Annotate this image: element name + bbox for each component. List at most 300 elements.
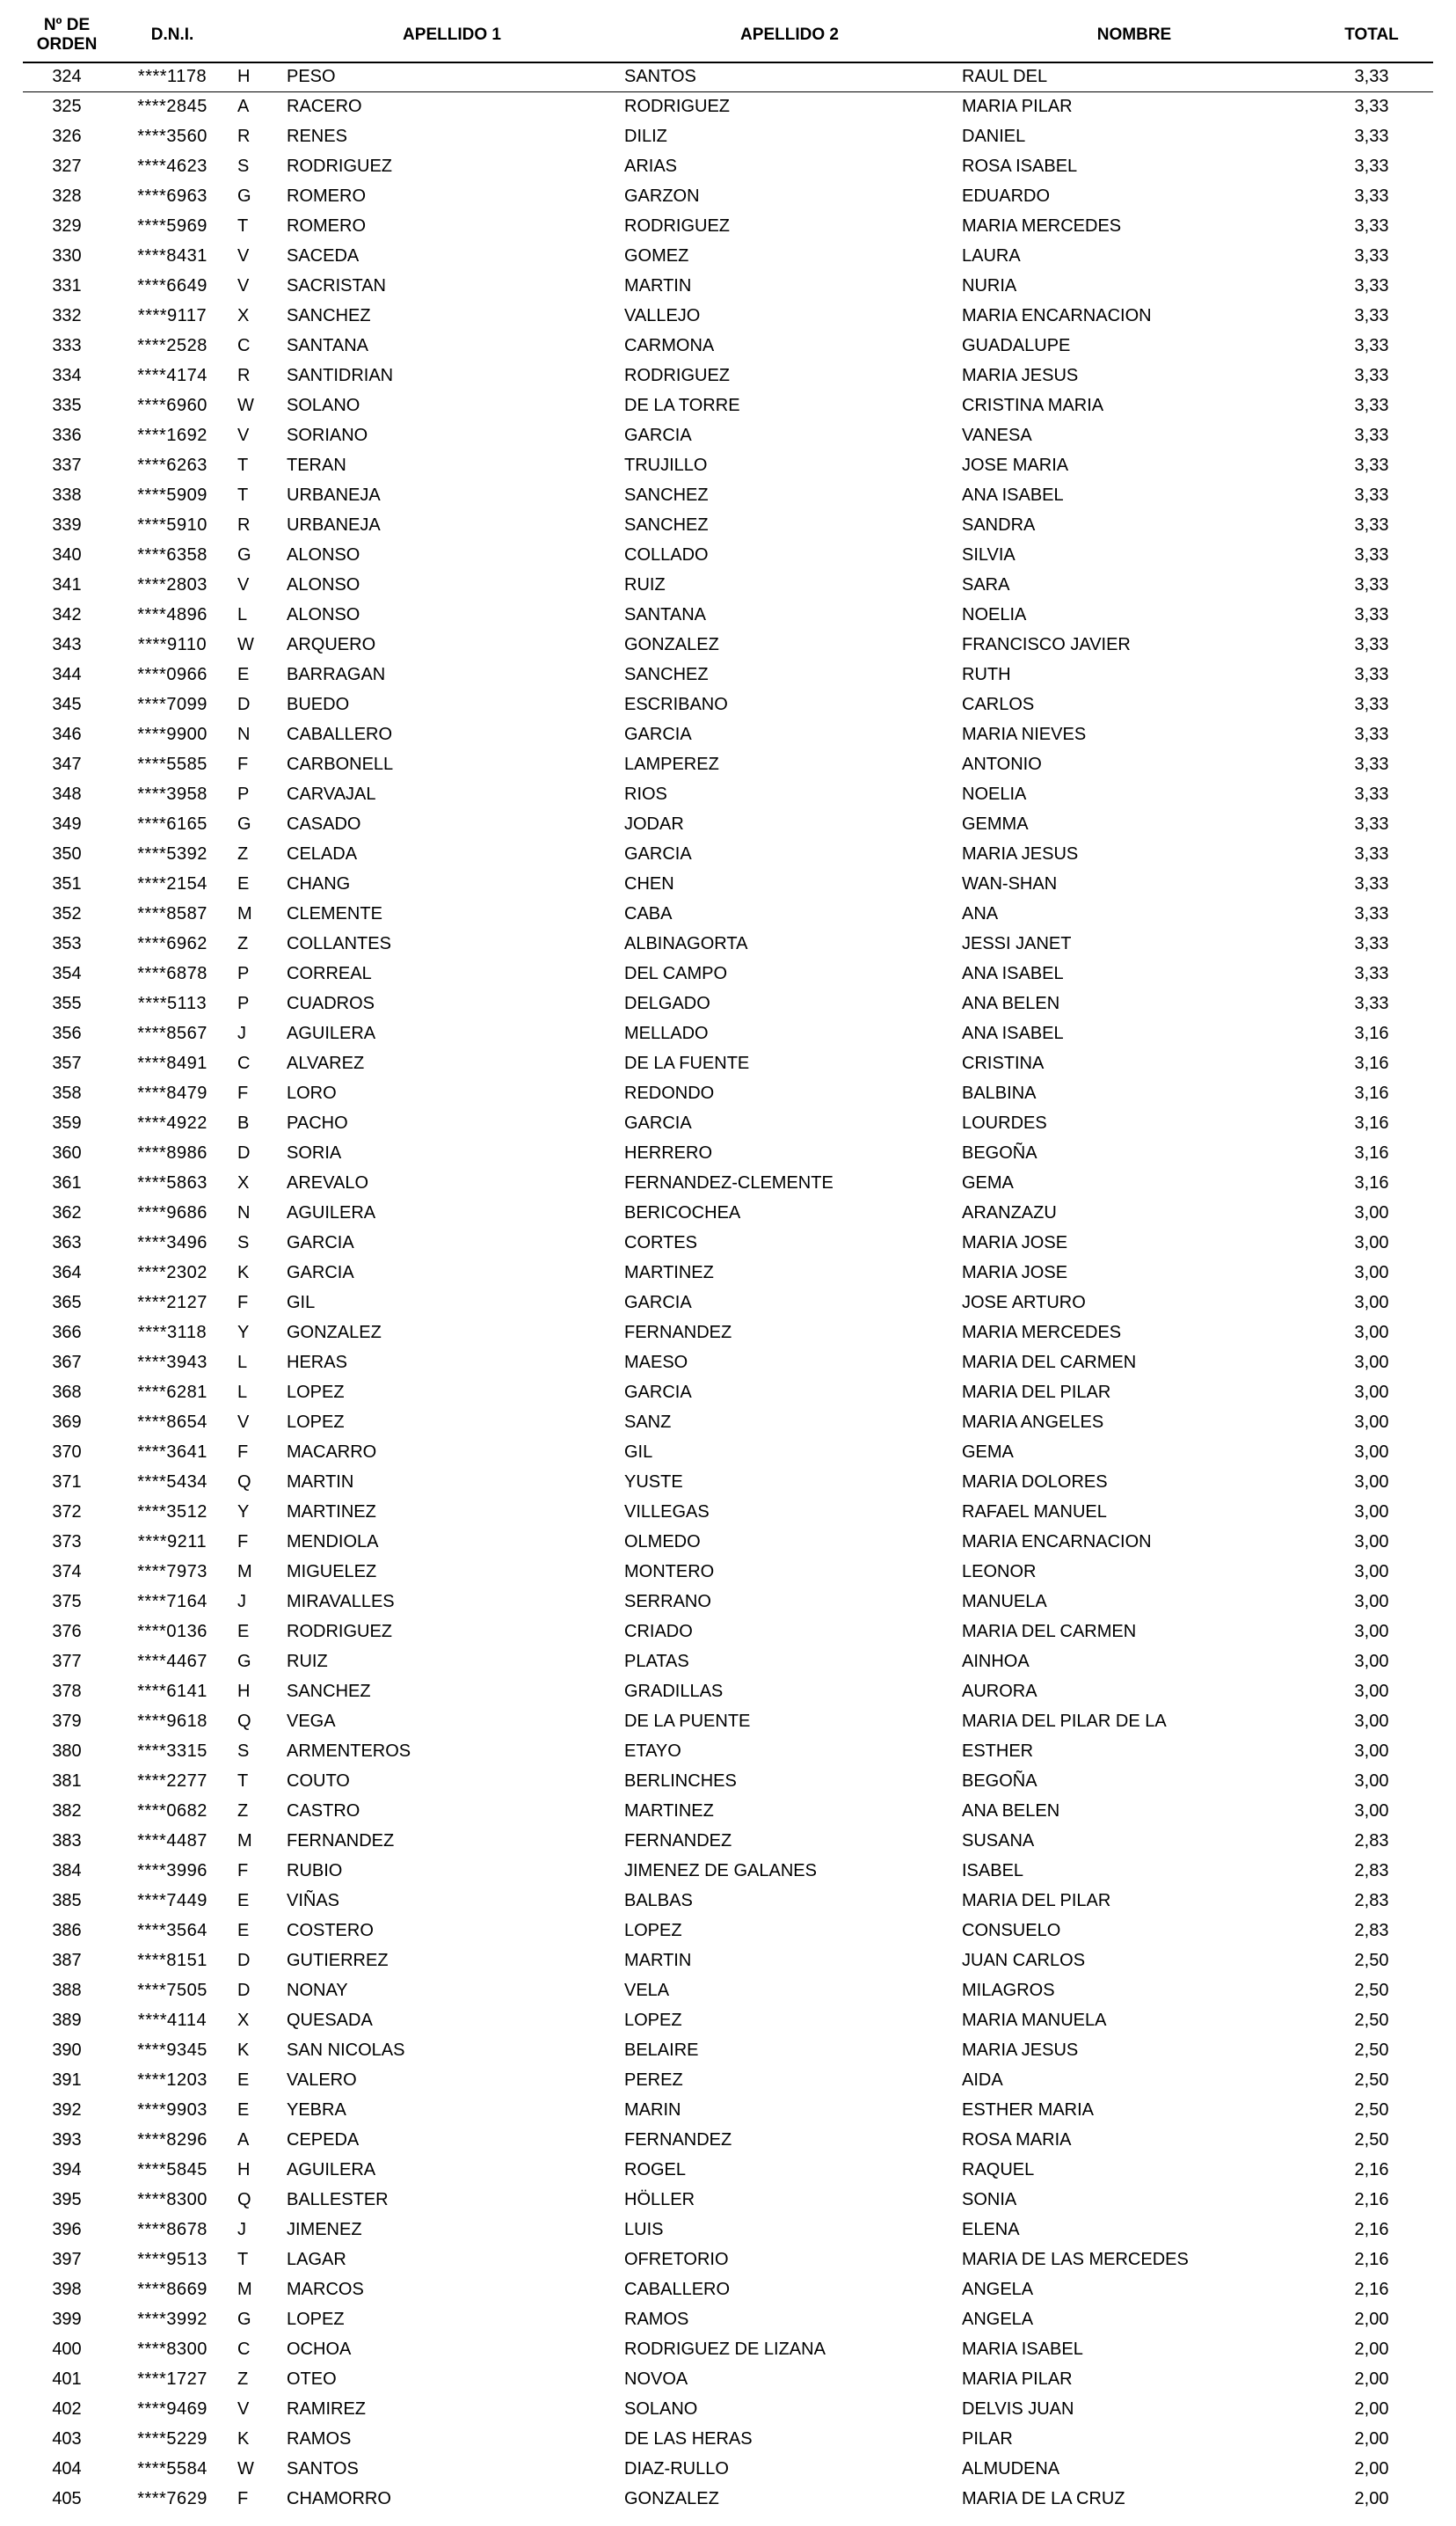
cell-dni-letter: J — [237, 1592, 246, 1612]
cell-total: 3,33 — [1354, 635, 1389, 655]
cell-dni-letter: V — [237, 2399, 250, 2420]
cell-apellido2: SANTANA — [624, 605, 706, 625]
cell-order-number: 339 — [52, 515, 82, 536]
cell-nombre: MARIA MERCEDES — [962, 216, 1122, 237]
cell-total: 3,33 — [1354, 186, 1389, 207]
cell-apellido2: GARZON — [624, 186, 700, 207]
cell-apellido1: BUEDO — [287, 695, 350, 715]
cell-apellido2: FERNANDEZ-CLEMENTE — [624, 1173, 834, 1194]
cell-order-number: 393 — [52, 2130, 82, 2150]
cell-dni-letter: A — [237, 2130, 250, 2150]
table-row — [23, 2305, 1433, 2335]
table-row — [23, 690, 1433, 720]
cell-apellido2: ROGEL — [624, 2160, 687, 2180]
cell-total: 2,83 — [1354, 1921, 1389, 1941]
cell-dni: ****5585 — [137, 755, 207, 775]
cell-apellido1: GARCIA — [287, 1263, 354, 1283]
cell-order-number: 385 — [52, 1891, 82, 1911]
cell-dni: ****4922 — [137, 1113, 207, 1134]
cell-total: 3,33 — [1354, 575, 1389, 595]
cell-dni: ****9345 — [137, 2041, 207, 2061]
cell-total: 3,16 — [1354, 1054, 1389, 1074]
cell-nombre: RAFAEL MANUEL — [962, 1502, 1107, 1522]
cell-dni: ****5909 — [137, 485, 207, 506]
cell-order-number: 324 — [23, 62, 111, 92]
cell-dni-letter: E — [237, 1622, 250, 1642]
cell-dni: ****8479 — [137, 1084, 207, 1104]
cell-apellido2: CORTES — [624, 1233, 697, 1253]
cell-dni: ****8300 — [137, 2190, 207, 2210]
cell-apellido1: SORIANO — [287, 426, 368, 446]
cell-dni-letter: E — [237, 874, 250, 894]
cell-apellido2: GARCIA — [624, 426, 692, 446]
table-row — [23, 1139, 1433, 1169]
cell-order-number: 344 — [52, 665, 82, 685]
cell-dni: ****8151 — [137, 1951, 207, 1971]
cell-apellido2: MAESO — [624, 1353, 688, 1373]
cell-apellido1: URBANEJA — [287, 485, 381, 506]
cell-order-number: 334 — [52, 366, 82, 386]
cell-apellido2: ALBINAGORTA — [624, 934, 748, 954]
cell-apellido1: YEBRA — [287, 2100, 346, 2121]
cell-apellido1: SACRISTAN — [287, 276, 386, 296]
cell-total: 3,33 — [1310, 62, 1433, 92]
cell-apellido2: BALBAS — [624, 1891, 693, 1911]
cell-dni-letter: E — [237, 1921, 250, 1941]
cell-total: 3,16 — [1354, 1143, 1389, 1164]
cell-dni-letter: L — [237, 605, 248, 625]
cell-dni: ****4487 — [137, 1831, 207, 1851]
cell-total: 2,83 — [1354, 1831, 1389, 1851]
cell-dni: ****8654 — [137, 1413, 207, 1433]
cell-total: 3,00 — [1354, 1203, 1389, 1223]
cell-apellido2: SANCHEZ — [624, 485, 709, 506]
cell-nombre: MARIA JESUS — [962, 844, 1079, 865]
cell-dni: ****3496 — [137, 1233, 207, 1253]
cell-apellido2: YUSTE — [624, 1472, 683, 1493]
cell-apellido1: CHANG — [287, 874, 351, 894]
cell-apellido2: GARCIA — [624, 844, 692, 865]
cell-dni: ****4467 — [137, 1652, 207, 1672]
cell-dni-letter: C — [237, 336, 251, 356]
cell-dni: ****5863 — [137, 1173, 207, 1194]
cell-dni-letter: E — [237, 2100, 250, 2121]
table-row — [23, 1199, 1433, 1229]
cell-order-number: 373 — [52, 1532, 82, 1552]
header-apellido1: APELLIDO 1 — [283, 12, 621, 62]
cell-nombre: GEMA — [962, 1173, 1014, 1194]
table-row — [23, 1438, 1433, 1468]
cell-apellido2: HÖLLER — [624, 2190, 695, 2210]
cell-apellido2: FERNANDEZ — [624, 1831, 732, 1851]
cell-apellido1: MARCOS — [287, 2280, 364, 2300]
cell-nombre: SARA — [962, 575, 1010, 595]
cell-total: 3,16 — [1354, 1173, 1389, 1194]
table-row — [23, 720, 1433, 750]
cell-nombre: MARIA DOLORES — [962, 1472, 1108, 1493]
cell-dni-letter: M — [237, 1831, 252, 1851]
cell-dni-letter: E — [237, 2070, 250, 2091]
cell-dni-letter: F — [237, 1084, 249, 1104]
cell-apellido1: JIMENEZ — [287, 2220, 362, 2240]
table-row — [23, 2365, 1433, 2395]
cell-apellido1: CABALLERO — [287, 725, 393, 745]
cell-order-number: 360 — [52, 1143, 82, 1164]
cell-dni-letter: S — [237, 157, 250, 177]
table-row — [23, 1169, 1433, 1199]
cell-apellido2: DE LA PUENTE — [624, 1712, 751, 1732]
table-row — [23, 1617, 1433, 1647]
cell-nombre: VANESA — [962, 426, 1032, 446]
cell-total: 3,33 — [1354, 127, 1389, 147]
cell-apellido1: GUTIERREZ — [287, 1951, 389, 1971]
cell-apellido1: CUADROS — [287, 994, 375, 1014]
cell-total: 2,16 — [1354, 2190, 1389, 2210]
cell-dni: ****6141 — [137, 1682, 207, 1702]
cell-total: 3,33 — [1354, 426, 1389, 446]
cell-dni-letter: D — [237, 695, 251, 715]
cell-nombre: AIDA — [962, 2070, 1003, 2091]
cell-apellido2: GARCIA — [624, 1383, 692, 1403]
cell-order-number: 326 — [52, 127, 82, 147]
cell-nombre: BEGOÑA — [962, 1771, 1037, 1792]
cell-dni: ****8567 — [137, 1024, 207, 1044]
cell-total: 2,16 — [1354, 2280, 1389, 2300]
cell-apellido1: BALLESTER — [287, 2190, 389, 2210]
cell-nombre: RUTH — [962, 665, 1011, 685]
cell-dni: ****6960 — [137, 396, 207, 416]
cell-dni-letter: A — [237, 97, 250, 117]
cell-dni-letter: R — [237, 366, 251, 386]
cell-dni-letter: F — [237, 1442, 249, 1463]
cell-dni-letter: P — [237, 994, 250, 1014]
cell-dni-letter: V — [237, 246, 250, 266]
cell-order-number: 353 — [52, 934, 82, 954]
cell-nombre: ANA BELEN — [962, 1801, 1060, 1821]
cell-dni-letter: B — [237, 1113, 250, 1134]
table-row — [23, 2096, 1433, 2126]
cell-order-number: 345 — [52, 695, 82, 715]
cell-apellido1: VIÑAS — [287, 1891, 340, 1911]
cell-total: 3,00 — [1354, 1263, 1389, 1283]
cell-order-number: 396 — [52, 2220, 82, 2240]
cell-order-number: 366 — [52, 1323, 82, 1343]
cell-nombre: MARIA MANUELA — [962, 2011, 1107, 2031]
cell-apellido1: FERNANDEZ — [287, 1831, 395, 1851]
cell-apellido1: PESO — [283, 62, 621, 92]
cell-apellido2: MARTINEZ — [624, 1801, 714, 1821]
cell-nombre: ARANZAZU — [962, 1203, 1057, 1223]
cell-dni-letter: Z — [237, 1801, 249, 1821]
cell-dni-letter: H — [234, 62, 283, 92]
cell-order-number: 325 — [52, 97, 82, 117]
cell-apellido1: MENDIOLA — [287, 1532, 379, 1552]
cell-nombre: MARIA ENCARNACION — [962, 306, 1152, 326]
table-row — [23, 1797, 1433, 1827]
cell-total: 2,00 — [1354, 2340, 1389, 2360]
cell-total: 2,00 — [1354, 2399, 1389, 2420]
cell-nombre: MARIA JESUS — [962, 366, 1079, 386]
table-row — [23, 511, 1433, 541]
cell-nombre: SILVIA — [962, 545, 1016, 566]
table-row — [23, 810, 1433, 840]
cell-dni-letter: J — [237, 2220, 246, 2240]
cell-dni-letter: G — [237, 186, 251, 207]
cell-order-number: 333 — [52, 336, 82, 356]
cell-dni: ****4114 — [137, 2011, 207, 2031]
cell-order-number: 384 — [52, 1861, 82, 1881]
cell-apellido2: PEREZ — [624, 2070, 683, 2091]
cell-apellido1: RAMOS — [287, 2429, 352, 2449]
cell-dni: ****9903 — [137, 2100, 207, 2121]
cell-total: 3,00 — [1354, 1592, 1389, 1612]
table-row — [23, 332, 1433, 361]
cell-nombre: JOSE MARIA — [962, 456, 1069, 476]
cell-apellido1: CASADO — [287, 814, 361, 835]
cell-dni-letter: N — [237, 725, 251, 745]
cell-apellido2: GONZALEZ — [624, 635, 719, 655]
cell-apellido2: ESCRIBANO — [624, 695, 728, 715]
cell-order-number: 390 — [52, 2041, 82, 2061]
cell-total: 3,00 — [1354, 1562, 1389, 1582]
table-row — [23, 1707, 1433, 1737]
table-row — [23, 1558, 1433, 1588]
cell-nombre: CRISTINA — [962, 1054, 1045, 1074]
table-row — [23, 1737, 1433, 1767]
table-row — [23, 421, 1433, 451]
cell-nombre: NOELIA — [962, 605, 1027, 625]
table-row — [23, 2186, 1433, 2216]
table-row — [23, 2245, 1433, 2275]
cell-nombre: ESTHER MARIA — [962, 2100, 1095, 2121]
cell-apellido2: GOMEZ — [624, 246, 689, 266]
cell-order-number: 367 — [52, 1353, 82, 1373]
cell-dni: ****5392 — [137, 844, 207, 865]
cell-total: 3,33 — [1354, 964, 1389, 984]
cell-dni: ****7629 — [137, 2489, 207, 2509]
cell-order-number: 341 — [52, 575, 82, 595]
cell-dni-letter: P — [237, 785, 250, 805]
cell-total: 3,33 — [1354, 725, 1389, 745]
cell-dni: ****4174 — [137, 366, 207, 386]
cell-dni: ****2154 — [137, 874, 207, 894]
cell-order-number: 330 — [52, 246, 82, 266]
cell-apellido2: DELGADO — [624, 994, 710, 1014]
table-row — [23, 1259, 1433, 1289]
cell-apellido1: TERAN — [287, 456, 346, 476]
table-row — [23, 302, 1433, 332]
cell-order-number: 354 — [52, 964, 82, 984]
table-row — [23, 2156, 1433, 2186]
table-row — [23, 1857, 1433, 1887]
cell-apellido1: SANCHEZ — [287, 306, 371, 326]
table-row — [23, 1528, 1433, 1558]
cell-apellido2: RUIZ — [624, 575, 666, 595]
cell-dni-letter: J — [237, 1024, 246, 1044]
cell-dni-letter: V — [237, 1413, 250, 1433]
cell-dni: ****0682 — [137, 1801, 207, 1821]
cell-apellido2: MARIN — [624, 2100, 681, 2121]
cell-apellido2: SANTOS — [621, 62, 958, 92]
cell-order-number: 386 — [52, 1921, 82, 1941]
cell-apellido2: MONTERO — [624, 1562, 715, 1582]
table-row — [23, 2425, 1433, 2455]
cell-dni-letter: Z — [237, 2369, 249, 2390]
cell-dni-letter: X — [237, 2011, 250, 2031]
cell-dni: ****6878 — [137, 964, 207, 984]
cell-order-number: 327 — [52, 157, 82, 177]
cell-dni: ****7099 — [137, 695, 207, 715]
cell-nombre: MARIA PILAR — [962, 97, 1073, 117]
cell-apellido2: DE LAS HERAS — [624, 2429, 753, 2449]
cell-apellido1: AGUILERA — [287, 1024, 376, 1044]
cell-nombre: MARIA DEL PILAR — [962, 1891, 1111, 1911]
cell-order-number: 338 — [52, 485, 82, 506]
cell-order-number: 329 — [52, 216, 82, 237]
cell-order-number: 399 — [52, 2310, 82, 2330]
cell-apellido2: RODRIGUEZ — [624, 366, 730, 386]
cell-dni: ****4623 — [137, 157, 207, 177]
cell-apellido1: LORO — [287, 1084, 337, 1104]
cell-dni: ****8300 — [137, 2340, 207, 2360]
table-row — [23, 780, 1433, 810]
cell-apellido1: GARCIA — [287, 1233, 354, 1253]
cell-total: 3,16 — [1354, 1024, 1389, 1044]
cell-order-number: 340 — [52, 545, 82, 566]
cell-dni: ****3118 — [137, 1323, 207, 1343]
cell-apellido2: DEL CAMPO — [624, 964, 728, 984]
cell-dni-letter: T — [237, 1771, 249, 1792]
cell-order-number: 369 — [52, 1413, 82, 1433]
cell-nombre: AURORA — [962, 1682, 1037, 1702]
header-nombre: NOMBRE — [958, 12, 1310, 62]
cell-nombre: MARIA DE LAS MERCEDES — [962, 2250, 1189, 2270]
cell-nombre: ANGELA — [962, 2310, 1034, 2330]
cell-dni: ****6358 — [137, 545, 207, 566]
cell-apellido2: MARTINEZ — [624, 1263, 714, 1283]
cell-apellido1: RUBIO — [287, 1861, 343, 1881]
cell-nombre: MARIA PILAR — [962, 2369, 1073, 2390]
table-row — [23, 1827, 1433, 1857]
cell-dni: ****5113 — [137, 994, 207, 1014]
cell-order-number: 361 — [52, 1173, 82, 1194]
cell-order-number: 355 — [52, 994, 82, 1014]
cell-apellido1: MACARRO — [287, 1442, 377, 1463]
cell-dni-letter: D — [237, 1981, 251, 2001]
table-row — [23, 1289, 1433, 1318]
cell-total: 3,33 — [1354, 814, 1389, 835]
cell-dni: ****0136 — [137, 1622, 207, 1642]
cell-total: 3,33 — [1354, 456, 1389, 476]
cell-apellido2: DILIZ — [624, 127, 667, 147]
cell-total: 2,16 — [1354, 2250, 1389, 2270]
table-row — [23, 750, 1433, 780]
table-row — [23, 1767, 1433, 1797]
cell-dni: ****9117 — [137, 306, 207, 326]
table-row — [23, 661, 1433, 690]
cell-apellido1: MIGUELEZ — [287, 1562, 377, 1582]
cell-dni-letter: M — [237, 1562, 252, 1582]
table-row — [23, 2036, 1433, 2066]
cell-apellido1: ROMERO — [287, 216, 366, 237]
cell-apellido1: RACERO — [287, 97, 362, 117]
cell-apellido2: PLATAS — [624, 1652, 689, 1672]
table-row — [23, 840, 1433, 870]
cell-dni-letter: W — [237, 396, 254, 416]
cell-order-number: 357 — [52, 1054, 82, 1074]
cell-nombre: LEONOR — [962, 1562, 1037, 1582]
cell-dni-letter: R — [237, 515, 251, 536]
cell-nombre: ALMUDENA — [962, 2459, 1060, 2479]
cell-dni-letter: M — [237, 904, 252, 924]
header-apellido2: APELLIDO 2 — [621, 12, 958, 62]
table-row — [23, 960, 1433, 989]
cell-dni: ****3560 — [137, 127, 207, 147]
cell-dni: ****1203 — [137, 2070, 207, 2091]
cell-dni: ****8491 — [137, 1054, 207, 1074]
cell-order-number: 368 — [52, 1383, 82, 1403]
cell-order-number: 388 — [52, 1981, 82, 2001]
table-row — [23, 212, 1433, 242]
cell-apellido2: GARCIA — [624, 1113, 692, 1134]
cell-apellido1: VALERO — [287, 2070, 357, 2091]
cell-apellido2: CRIADO — [624, 1622, 693, 1642]
cell-apellido1: SAN NICOLAS — [287, 2041, 405, 2061]
cell-nombre: CRISTINA MARIA — [962, 396, 1104, 416]
cell-order-number: 343 — [52, 635, 82, 655]
cell-nombre: EDUARDO — [962, 186, 1051, 207]
cell-apellido2: BERLINCHES — [624, 1771, 737, 1792]
cell-dni: ****7164 — [137, 1592, 207, 1612]
cell-total: 2,50 — [1354, 2130, 1389, 2150]
cell-apellido2: FERNANDEZ — [624, 2130, 732, 2150]
cell-order-number: 342 — [52, 605, 82, 625]
cell-apellido1: ARQUERO — [287, 635, 376, 655]
table-row — [23, 2006, 1433, 2036]
cell-dni-letter: F — [237, 1293, 249, 1313]
cell-apellido1: ALVAREZ — [287, 1054, 365, 1074]
cell-total: 2,16 — [1354, 2220, 1389, 2240]
cell-total: 3,00 — [1354, 1442, 1389, 1463]
cell-dni: ****3958 — [137, 785, 207, 805]
cell-apellido1: SANTOS — [287, 2459, 359, 2479]
cell-apellido2: DIAZ-RULLO — [624, 2459, 729, 2479]
cell-dni: ****3943 — [137, 1353, 207, 1373]
cell-apellido2: CABA — [624, 904, 673, 924]
cell-total: 3,33 — [1354, 755, 1389, 775]
cell-apellido2: GRADILLAS — [624, 1682, 724, 1702]
table-row — [23, 391, 1433, 421]
cell-apellido1: OCHOA — [287, 2340, 352, 2360]
cell-dni: ****3992 — [137, 2310, 207, 2330]
cell-nombre: MARIA DEL PILAR DE LA — [962, 1712, 1167, 1732]
cell-apellido1: LOPEZ — [287, 1413, 345, 1433]
cell-apellido2: GARCIA — [624, 1293, 692, 1313]
table-row — [23, 2335, 1433, 2365]
cell-apellido1: CLEMENTE — [287, 904, 382, 924]
cell-total: 3,00 — [1354, 1652, 1389, 1672]
header-total: TOTAL — [1310, 12, 1433, 62]
cell-order-number: 365 — [52, 1293, 82, 1313]
table-row — [23, 2485, 1433, 2515]
table-header — [23, 12, 1433, 62]
table-row — [23, 481, 1433, 511]
cell-apellido2: ARIAS — [624, 157, 678, 177]
cell-dni-letter: D — [237, 1951, 251, 1971]
cell-apellido2: LUIS — [624, 2220, 664, 2240]
cell-apellido1: HERAS — [287, 1353, 347, 1373]
table-row — [23, 1049, 1433, 1079]
